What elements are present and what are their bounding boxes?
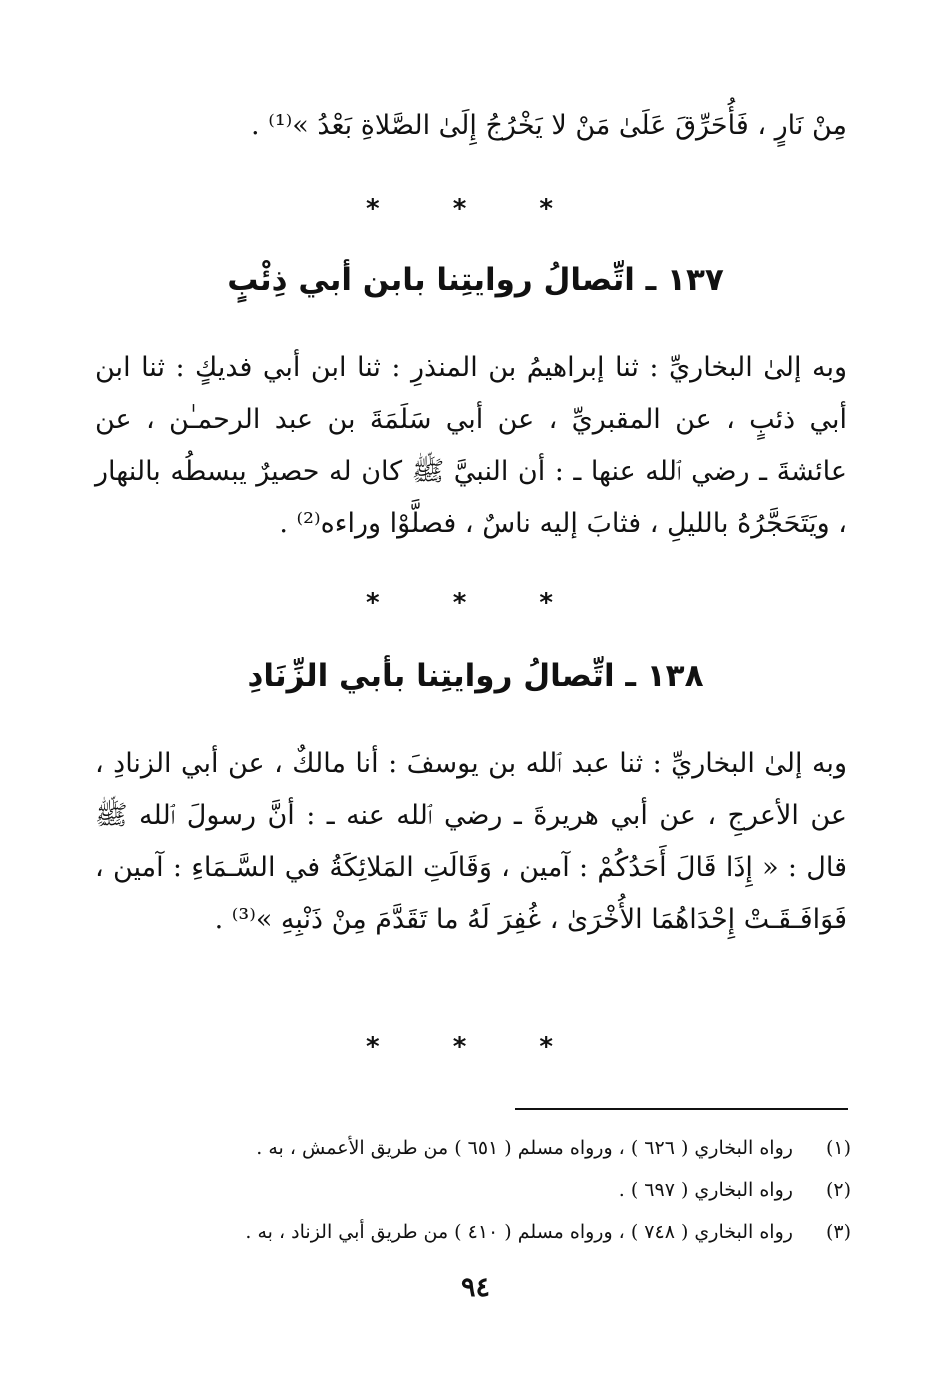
page-number: ٩٤	[460, 1272, 490, 1303]
section-137-body: وبه إلىٰ البخاريِّ : ثنا إبراهيمُ بن المنذرِ : ثنا ابن أبي فديكٍ : ثنا ابن أبي ذئبٍ ، عن المقبريِّ ، عن أبي سَلَمَةَ بن عبد الرحمـٰن ، عن عائشةَ ـ رضي ٱلله عنها ـ : أن النبيَّ ﷺ كان له حصيرٌ يبسطُه بالنهار ، ويَتَحَجَّرُهُ بالليلِ ، فثابَ إليه ناسٌ ، فصلَّوْا وراءه⁽²⁾ .	[95, 352, 847, 539]
footnote-text: رواه البخاري ( ٦٩٧ ) .	[618, 1179, 793, 1201]
section-separator: * * *	[366, 194, 585, 224]
footnote-number: (٢)	[825, 1179, 851, 1201]
section-separator: * * *	[366, 1032, 585, 1062]
footnote-2	[619, 1176, 851, 1204]
footnote-1	[256, 1134, 851, 1162]
section-138-body: وبه إلىٰ البخاريِّ : ثنا عبد ٱلله بن يوسفَ : أنا مالكٌ ، عن أبي الزنادِ ، عن الأعرجِ ، عن أبي هريرةَ ـ رضي ٱلله عنه ـ : أنَّ رسولَ ٱلله ﷺ قال : « إِذَا قَالَ أَحَدُكُمْ : آمين ، وَقَالَتِ المَلائِكَةُ في السَّـمَاءِ : آمين ، فَوَافَـقَـتْ إِحْدَاهُمَا الأُخْرَىٰ ، غُفِرَ لَهُ ما تَقَدَّمَ مِنْ ذَنْبِهِ »⁽³⁾ .	[95, 748, 847, 935]
footnote-number: (١)	[825, 1137, 851, 1159]
section-separator: * * *	[366, 588, 585, 618]
footnote-text: رواه البخاري ( ٦٢٦ ) ، ورواه مسلم ( ٦٥١ ) من طريق الأعمش ، به .	[256, 1137, 793, 1159]
footnote-text: رواه البخاري ( ٧٤٨ ) ، ورواه مسلم ( ٤١٠ ) من طريق أبي الزناد ، به .	[245, 1221, 793, 1243]
continuation-text: مِنْ نَارٍ ، فَأُحَرِّقَ عَلَىٰ مَنْ لا يَخْرُجُ إِلَىٰ الصَّلاةِ بَعْدُ »⁽¹⁾ .	[251, 110, 847, 141]
footnote-3	[245, 1218, 851, 1246]
section-138-heading: ١٣٨ ـ اتِّصالُ روايتِنا بأبي الزِّنَادِ	[247, 658, 704, 694]
footnote-divider	[515, 1108, 848, 1110]
section-137-heading: ١٣٧ ـ اتِّصالُ روايتِنا بابن أبي ذِئْبٍ	[227, 262, 724, 298]
footnote-number: (٣)	[825, 1221, 851, 1243]
